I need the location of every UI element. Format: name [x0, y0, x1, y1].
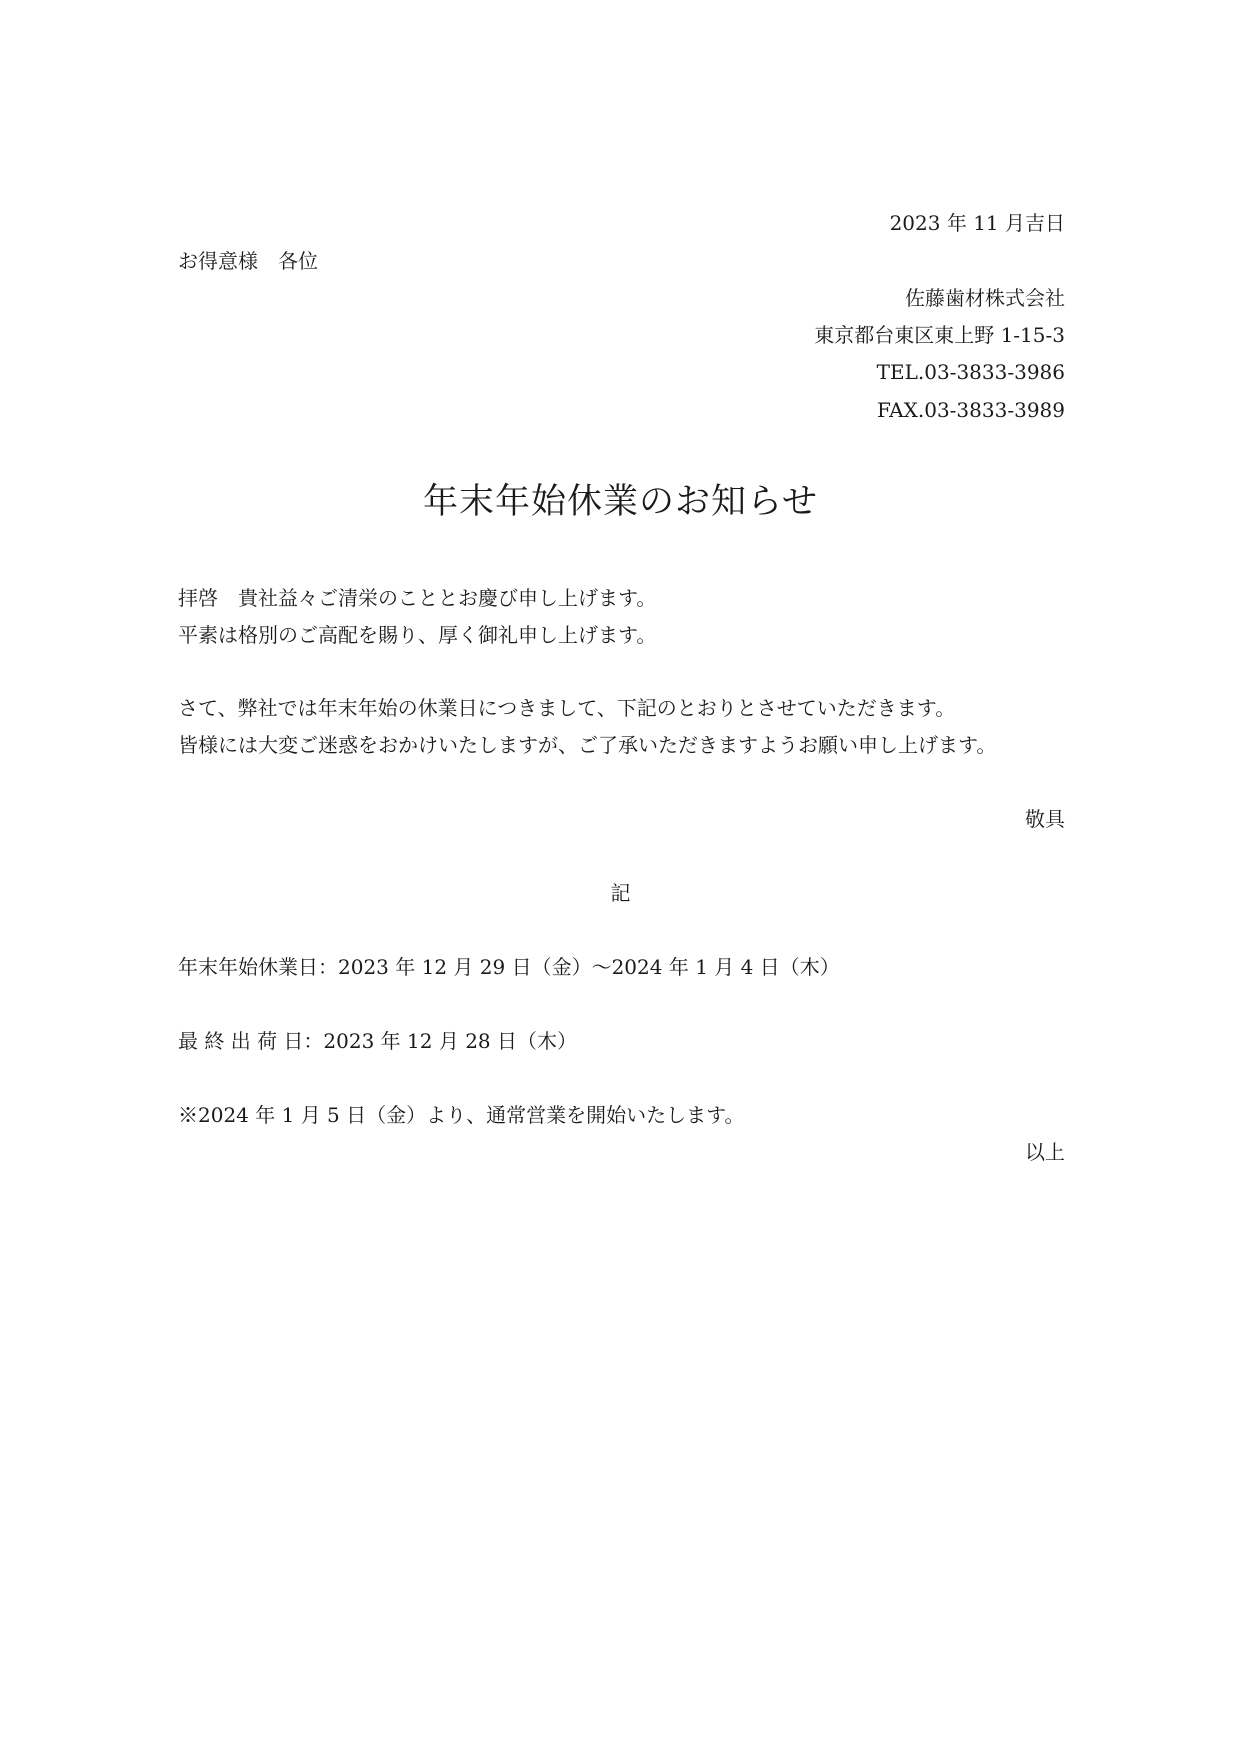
greeting-line-1: 拝啓 貴社益々ご清栄のこととお慶び申し上げます。 — [178, 586, 657, 610]
sender-address: 東京都台東区東上野 1-15-3 — [814, 323, 1065, 347]
holiday-period: 年末年始休業日：2023 年 12 月 29 日（金）～2024 年 1 月 4 日（木） — [178, 955, 840, 979]
greeting-line-2: 平素は格別のご高配を賜り、厚く御礼申し上げます。 — [178, 623, 657, 647]
sender-tel: TEL.03-3833-3986 — [876, 360, 1065, 384]
end-mark: 以上 — [1025, 1140, 1065, 1164]
resume-note: ※2024 年 1 月 5 日（金）より、通常営業を開始いたします。 — [178, 1103, 745, 1127]
record-heading: 記 — [610, 881, 631, 905]
last-shipping-date: 最 終 出 荷 日：2023 年 12 月 28 日（木） — [178, 1029, 578, 1053]
issue-date: 2023 年 11 月吉日 — [889, 211, 1065, 235]
body-paragraph-2: 皆様には大変ご迷惑をおかけいたしますが、ご了承いただきますようお願い申し上げます。 — [178, 733, 997, 757]
page-title: 年末年始休業のお知らせ — [423, 482, 818, 522]
recipient: お得意様 各位 — [178, 249, 318, 273]
closing-keigu: 敬具 — [1025, 807, 1065, 831]
body-paragraph-1: さて、弊社では年末年始の休業日につきまして、下記のとおりとさせていただきます。 — [178, 696, 956, 720]
sender-fax: FAX.03-3833-3989 — [877, 398, 1065, 422]
sender-company: 佐藤歯材株式会社 — [905, 286, 1065, 310]
